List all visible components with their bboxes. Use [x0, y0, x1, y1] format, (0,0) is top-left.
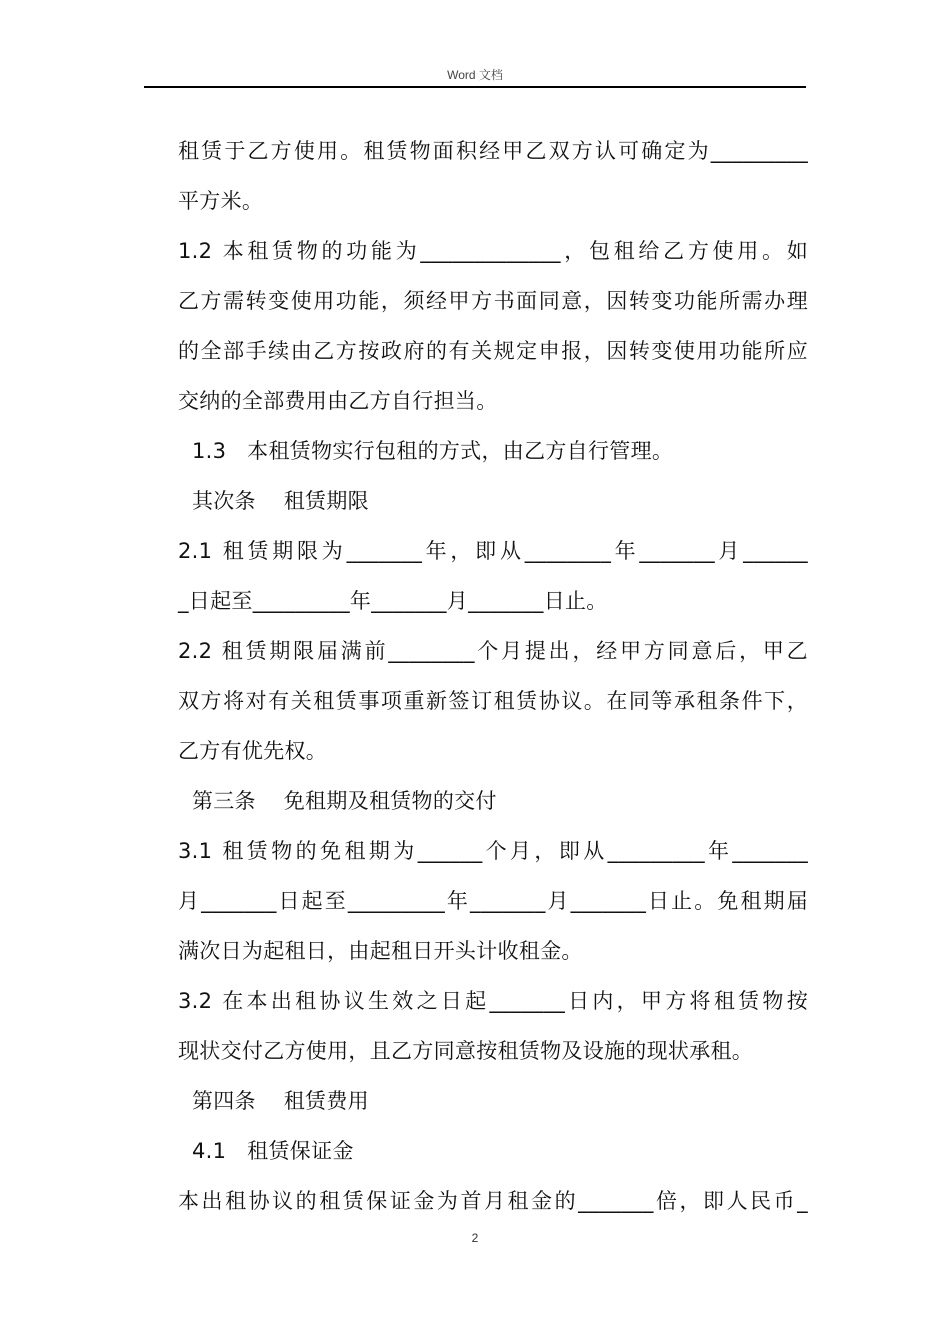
text-line: 3.1 租赁物的免租期为______个月，即从_________年_______: [178, 839, 808, 863]
text-line: 租赁于乙方使用。租赁物面积经甲乙双方认可确定为_________: [178, 139, 808, 163]
section-heading: 第三条 免租期及租赁物的交付: [178, 789, 497, 813]
text-line: 双方将对有关租赁事项重新签订租赁协议。在同等承租条件下，: [178, 689, 808, 713]
text-line: 3.2 在本出租协议生效之日起_______日内，甲方将租赁物按: [178, 989, 808, 1013]
section-heading: 第四条 租赁费用: [178, 1089, 369, 1113]
text-line: 本出租协议的租赁保证金为首月租金的_______倍，即人民币_: [178, 1189, 808, 1213]
text-line: 的全部手续由乙方按政府的有关规定申报，因转变使用功能所应: [178, 339, 808, 363]
text-line: _日起至_________年_______月_______日止。: [178, 589, 608, 613]
text-line: 2.1 租赁期限为_______年，即从________年_______月______: [178, 539, 808, 563]
text-line: 4.1 租赁保证金: [178, 1139, 354, 1163]
text-line: 乙方有优先权。: [178, 739, 328, 763]
section-heading: 其次条 租赁期限: [178, 489, 369, 513]
text-line: 2.2 租赁期限届满前________个月提出，经甲方同意后，甲乙: [178, 639, 808, 663]
page-number: 2: [471, 1231, 479, 1245]
header-divider: [144, 86, 806, 88]
text-line: 现状交付乙方使用，且乙方同意按租赁物及设施的现状承租。: [178, 1039, 754, 1063]
text-line: 乙方需转变使用功能，须经甲方书面同意，因转变功能所需办理: [178, 289, 808, 313]
text-line: 交纳的全部费用由乙方自行担当。: [178, 389, 498, 413]
text-line: 1.3 本租赁物实行包租的方式，由乙方自行管理。: [178, 439, 674, 463]
text-line: 满次日为起租日，由起租日开头计收租金。: [178, 939, 583, 963]
page-header-title: Word 文档: [447, 68, 503, 82]
text-line: 1.2 本租赁物的功能为_____________，包租给乙方使用。如: [178, 239, 808, 263]
text-line: 月_______日起至_________年_______月_______日止。免租期届: [178, 889, 808, 913]
text-line: 平方米。: [178, 189, 264, 213]
